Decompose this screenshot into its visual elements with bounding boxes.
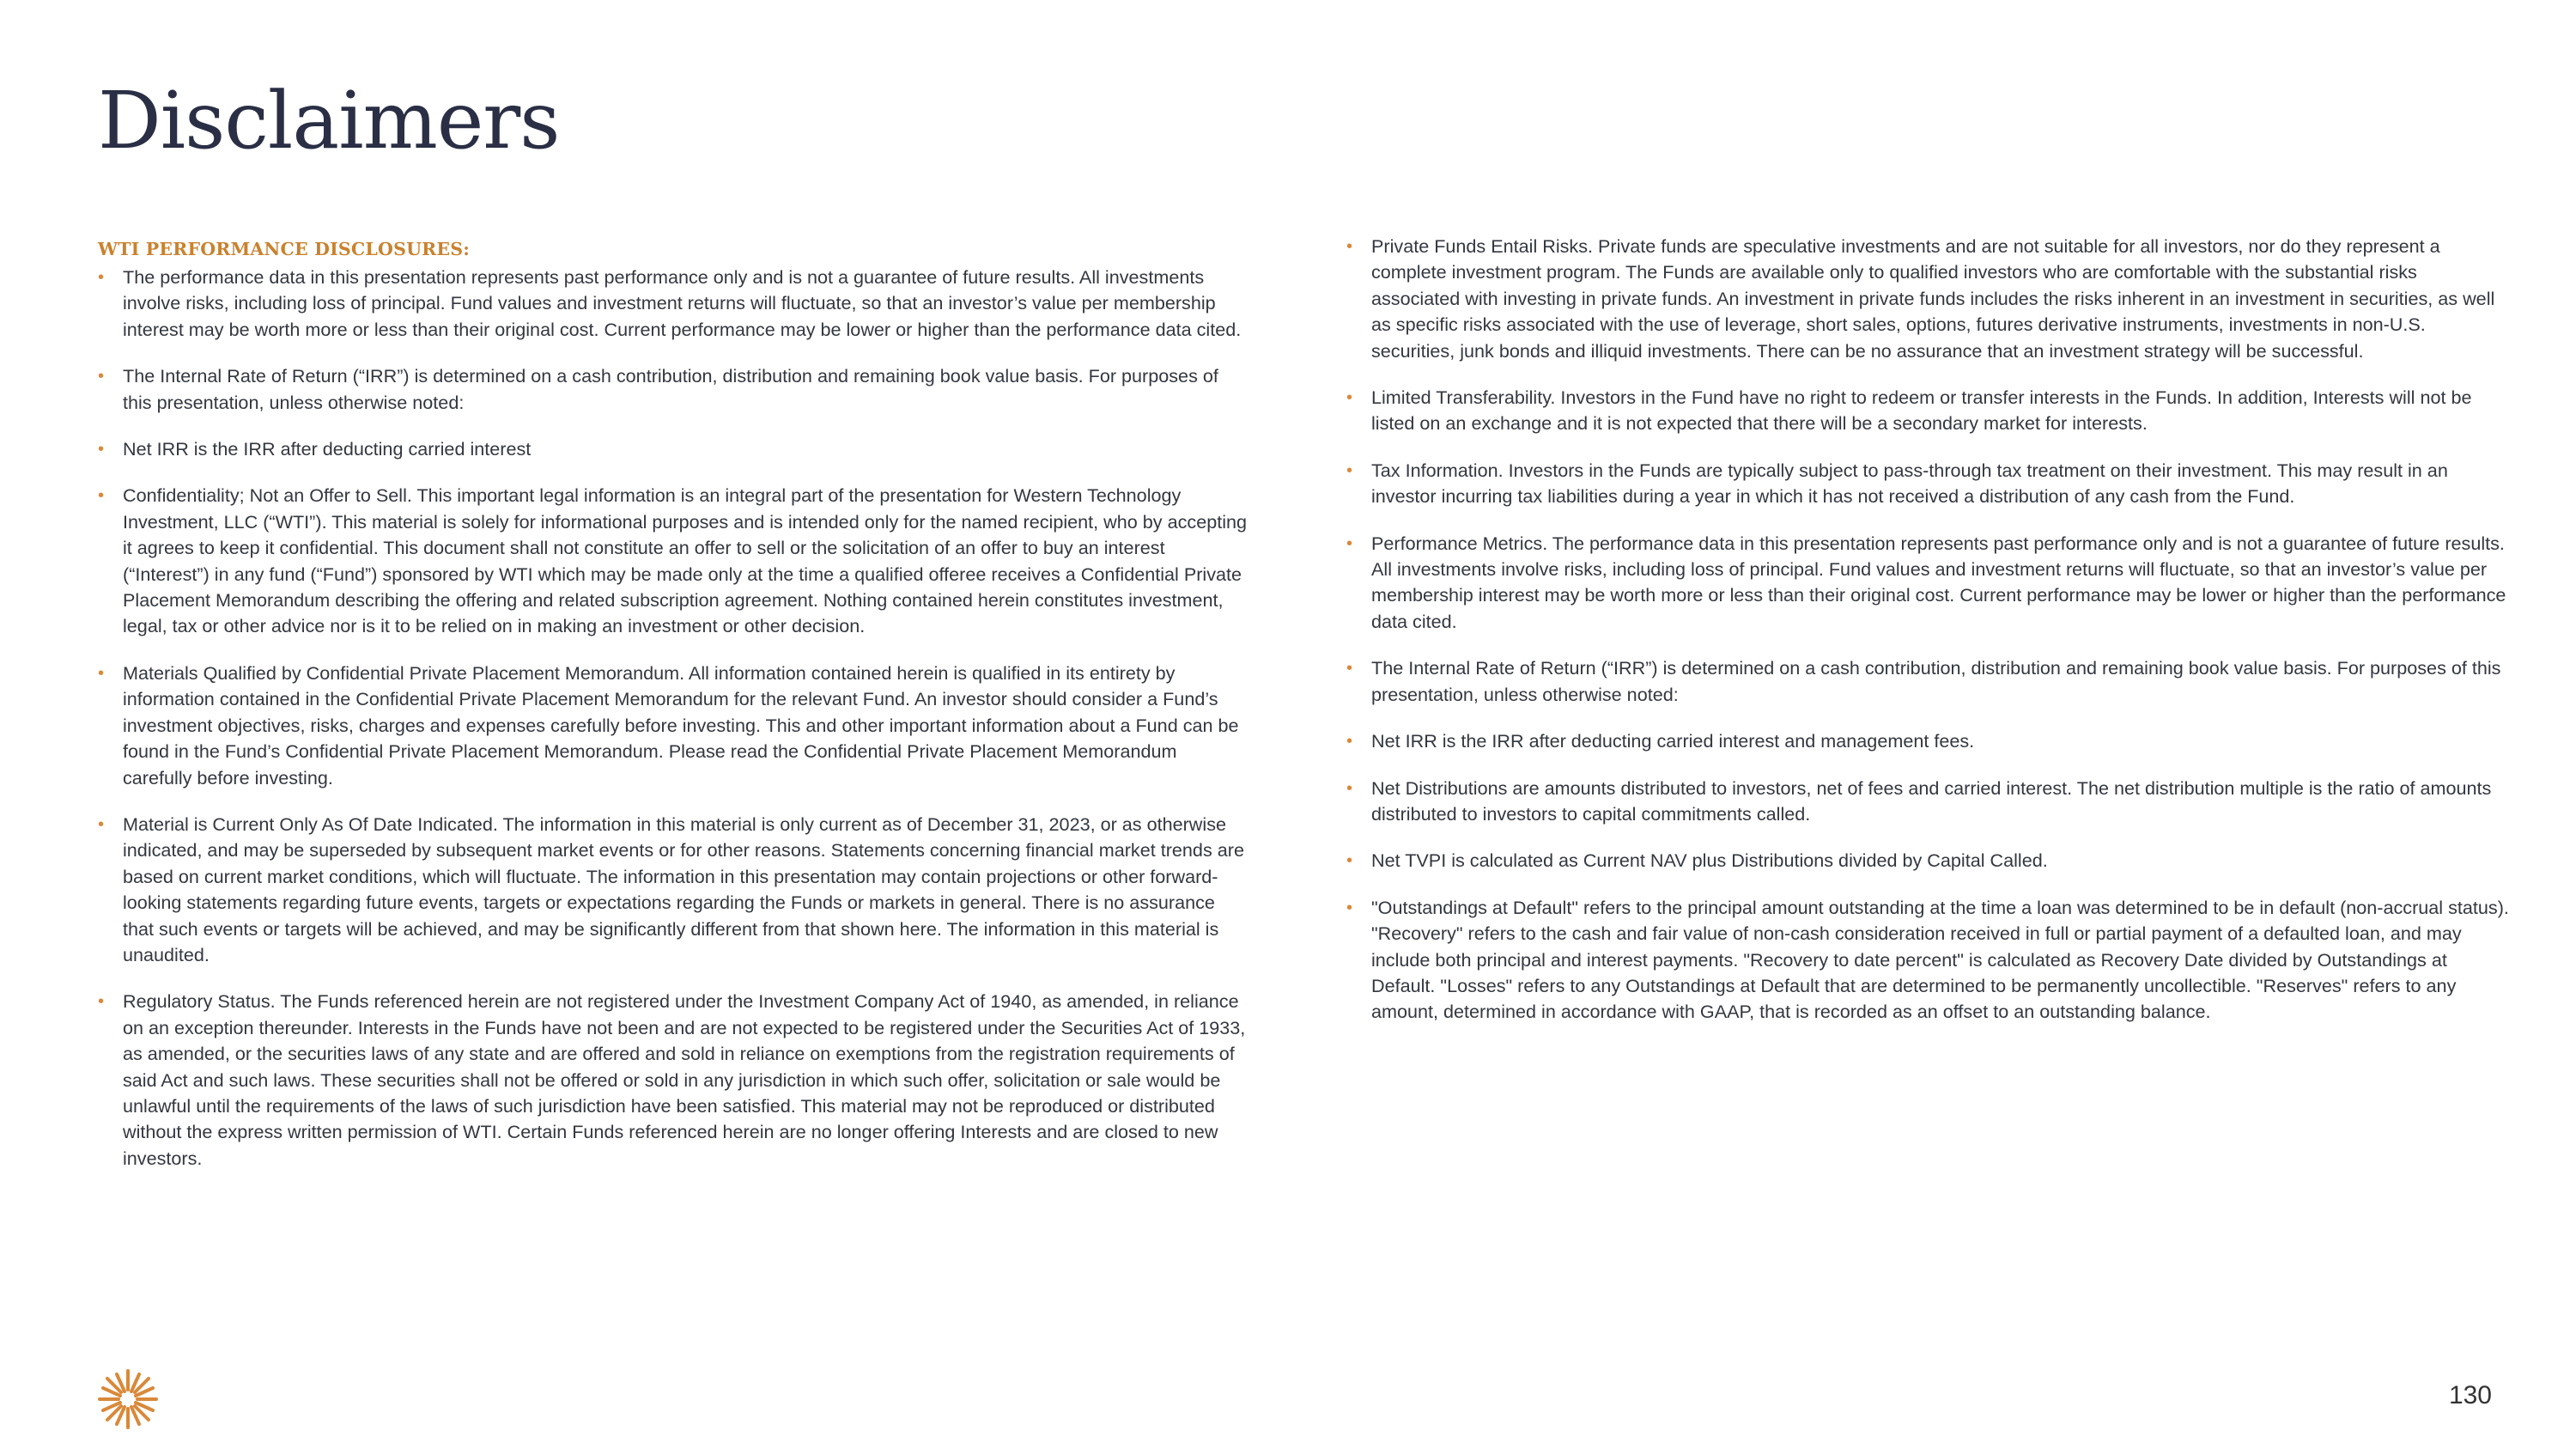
left-bullet-list [98,265,1249,1172]
left-disclosure-column [98,237,1249,1192]
bullet-icon: • [1346,533,1353,553]
bullet-icon: • [1346,460,1353,480]
list-item [1346,655,2510,708]
list-item-text: Material is Current Only As Of Date Indicated. The information in this material is only current as of December 31, 2023, or as otherwise indicated, and may be superseded by subsequent market events or for other reasons. Statements concerning financial market trends are based on current market conditions, which will fluctuate. The information in this presentation may contain projections or other forward-looking statements regarding future events, targets or expectations regarding the Funds or markets in general. There is no assurance that such events or targets will be achieved, and may be significantly different from that shown here. The information in this material is unaudited. [123,813,1244,965]
list-item [98,812,1249,968]
list-item-text: Net IRR is the IRR after deducting carried interest [123,438,532,460]
list-item [1346,895,2510,1026]
list-item [1346,385,2510,437]
page-title: Disclaimers [98,75,560,167]
right-disclosure-column [1346,234,2510,1046]
section-heading: WTI PERFORMANCE DISCLOSURES: [98,239,471,259]
list-item [1346,848,2510,874]
bullet-icon: • [98,486,105,506]
list-item-text: The Internal Rate of Return (“IRR”) is determined on a cash contribution, distribution and remaining book value basis. For purposes of this presentation, unless otherwise noted: [123,365,1218,413]
list-item [98,483,1249,639]
list-item [98,989,1249,1172]
list-item [98,661,1249,791]
bullet-icon: • [98,367,105,387]
right-bullet-list [1346,234,2510,1026]
list-item-text: Net TVPI is calculated as Current NAV plus Distributions divided by Capital Called. [1371,849,2048,872]
list-item-text: Performance Metrics. The performance data in this presentation represents past performance only and is not a guarantee of future results. All investments involve risks, including loss of principal. Fund values and investment returns will fluctuate, so that an investor’s value per membership interest may be worth more or less than their original cost. Current performance may be lower or higher than the performance data cited. [1371,532,2506,632]
list-item-text: Net IRR is the IRR after deducting carried interest and management fees. [1371,730,1975,752]
bullet-icon: • [1346,778,1353,798]
bullet-icon: • [98,663,105,683]
bullet-icon: • [1346,732,1353,752]
bullet-icon: • [1346,388,1353,408]
list-item-text: Private Funds Entail Risks. Private funds are speculative investments and are not suitable for all investors, nor do they represent a complete investment program. The Funds are available only to qualified investors who are comfortable with the substantial risks associated with investing in private funds. An investment in private funds includes the risks inherent in an investment in securities, as well as specific risks associated with the use of leverage, short sales, options, futures derivative instruments, investments in non-U.S. securities, junk bonds and illiquid investments. There can be no assurance that an investment strategy will be successful. [1371,235,2495,362]
list-item [1346,728,2510,754]
list-item-text: Tax Information. Investors in the Funds are typically subject to pass-through tax treatment on their investment. This may result in an investor incurring tax liabilities during a year in which it has not received a distribution of any cash from the Fund. [1371,459,2448,508]
list-item-text: Confidentiality; Not an Offer to Sell. This important legal information is an integral part of the presentation for Western Technology Investment, LLC (“WTI”). This material is solely for informational purposes and is intended only for the named recipient, who by accepting it agrees to keep it confidential. This document shall not constitute an offer to sell or the solicitation of an offer to buy an interest (“Interest”) in any fund (“Fund”) sponsored by WTI which may be made only at the time a qualified offeree receives a Confidential Private Placement Memorandum describing the offering and related subscription agreement. Nothing contained herein constitutes investment, legal, tax or other advice nor is it to be relied on in making an investment or other decision. [123,484,1248,637]
page-number: 130 [2448,1381,2492,1409]
list-item [98,265,1249,343]
list-item-text: The performance data in this presentation represents past performance only and is not a guarantee of future results. All investments involve risks, including loss of principal. Fund values and investment returns will fluctuate, so that an investor’s value per membership interest may be worth more or less than their original cost. Current performance may be lower or higher than the performance data cited. [123,266,1242,340]
list-item-text: "Outstandings at Default" refers to the principal amount outstanding at the time a loan was determined to be in default (non-accrual status). "Recovery" refers to the cash and fair value of non-cash consideration received in full or partial payment of a defaulted loan, and may include both principal and interest payments. "Recovery to date percent" is calculated as Recovery Date divided by Outstandings at Default. "Losses" refers to any Outstandings at Default that are determined to be permanently uncollectible. "Reserves" refers to any amount, determined in accordance with GAAP, that is recorded as an offset to an outstanding balance. [1371,896,2509,1023]
bullet-icon: • [1346,851,1353,871]
list-item-text: Net Distributions are amounts distributed to investors, net of fees and carried interest. The net distribution multiple is the ratio of amounts distributed to investors to capital commitments called. [1371,776,2492,825]
list-item [1346,234,2510,364]
bullet-icon: • [98,440,105,460]
list-item-text: The Internal Rate of Return (“IRR”) is determined on a cash contribution, distribution and remaining book value basis. For purposes of this presentation, unless otherwise noted: [1371,657,2501,705]
list-item [98,363,1249,416]
bullet-icon: • [1346,237,1353,256]
list-item [1346,776,2510,828]
list-item [1346,458,2510,510]
bullet-icon: • [1346,659,1353,679]
list-item [98,436,1249,462]
list-item-text: Limited Transferability. Investors in the Fund have no right to redeem or transfer interests in the Funds. In addition, Interests will not be listed on an exchange and it is not expected that there will be a secondary market for interests. [1371,387,2472,435]
starburst-logo-icon [96,1367,160,1431]
list-item-text: Regulatory Status. The Funds referenced herein are not registered under the Investment Company Act of 1940, as amended, in reliance on an exception thereunder. Interests in the Funds have not been and are not expected to be registered under the Securities Act of 1933, as amended, or the securities laws of any state and are offered and sold in reliance on exemptions from the registration requirements of said Act and such laws. These securities shall not be offered or sold in any jurisdiction in which such offer, solicitation or sale would be unlawful until the requirements of the laws of such jurisdiction have been satisfied. This material may not be reproduced or distributed without the express written permission of WTI. Certain Funds referenced herein are no longer offering Interests and are closed to new investors. [123,990,1246,1169]
bullet-icon: • [98,992,105,1012]
list-item [1346,531,2510,636]
bullet-icon: • [98,268,105,287]
bullet-icon: • [1346,898,1353,917]
list-item-text: Materials Qualified by Confidential Private Placement Memorandum. All information contained herein is qualified in its entirety by information contained in the Confidential Private Placement Memorandum for the relevant Fund. An investor should consider a Fund’s investment objectives, risks, charges and expenses carefully before investing. This and other important information about a Fund can be found in the Fund’s Confidential Private Placement Memorandum. Please read the Confidential Private Placement Memorandum carefully before investing. [123,661,1239,788]
bullet-icon: • [98,814,105,834]
